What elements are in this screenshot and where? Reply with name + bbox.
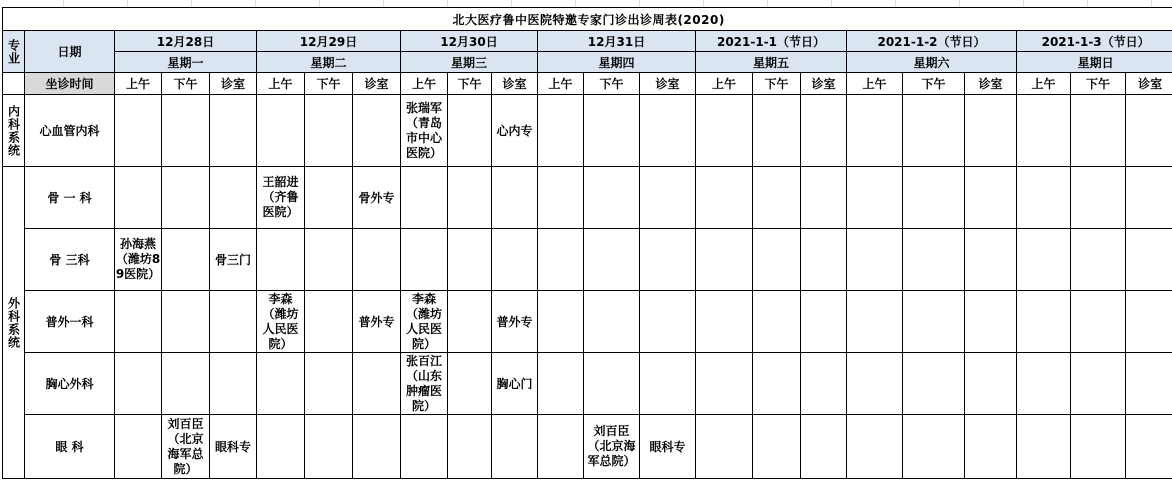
- day-date-6: 2021-1-2（节日）: [847, 31, 1017, 52]
- doctor-cell: [305, 353, 353, 415]
- room-cell: 胸心门: [492, 353, 538, 415]
- slot-am-5: 上午: [696, 73, 753, 95]
- doctor-cell: [1071, 229, 1126, 291]
- doctor-cell: [584, 167, 640, 229]
- doctor-cell: [115, 353, 162, 415]
- doctor-cell: [1017, 415, 1071, 479]
- doctor-cell: [162, 95, 210, 167]
- doctor-cell: [584, 95, 640, 167]
- day-date-1: 12月28日: [115, 31, 257, 52]
- doctor-cell: [448, 229, 492, 291]
- doctor-cell: [257, 415, 305, 479]
- doctor-cell: [115, 415, 162, 479]
- doctor-cell: [753, 415, 801, 479]
- doctor-cell: 李森（潍坊人民医院）: [401, 291, 448, 353]
- doctor-cell: [1017, 95, 1071, 167]
- doctor-cell: [584, 291, 640, 353]
- doctor-cell: [401, 167, 448, 229]
- date-label-header: 日期: [25, 31, 115, 73]
- day-date-2: 12月29日: [257, 31, 401, 52]
- doctor-cell: [696, 229, 753, 291]
- dept-name: 普外一科: [25, 291, 115, 353]
- table-row: [3, 229, 1172, 291]
- room-cell: [965, 291, 1017, 353]
- room-cell: [640, 167, 696, 229]
- slot-room-7: 诊室: [1126, 73, 1172, 95]
- day-weekday-1: 星期一: [115, 52, 257, 73]
- doctor-cell: [305, 167, 353, 229]
- day-date-5: 2021-1-1（节日）: [696, 31, 847, 52]
- doctor-cell: [1017, 229, 1071, 291]
- doctor-cell: [903, 167, 965, 229]
- doctor-cell: [1017, 291, 1071, 353]
- doctor-cell: [401, 229, 448, 291]
- day-weekday-3: 星期三: [401, 52, 538, 73]
- room-cell: [353, 353, 401, 415]
- doctor-cell: [753, 291, 801, 353]
- slot-pm-3: 下午: [448, 73, 492, 95]
- doctor-cell: [584, 229, 640, 291]
- doctor-cell: [448, 291, 492, 353]
- table-row: [3, 95, 1172, 167]
- major-blank: [3, 73, 25, 95]
- doctor-cell: [696, 291, 753, 353]
- table-title: 北大医疗鲁中医院特邀专家门诊出诊周表(2020): [3, 8, 1172, 31]
- room-cell: [965, 353, 1017, 415]
- room-cell: [801, 415, 847, 479]
- room-cell: [1126, 291, 1172, 353]
- doctor-cell: [753, 167, 801, 229]
- doctor-cell: [1071, 95, 1126, 167]
- doctor-cell: [115, 291, 162, 353]
- room-cell: [640, 95, 696, 167]
- doctor-cell: 孙海燕（潍坊89医院）: [115, 229, 162, 291]
- doctor-cell: [538, 291, 584, 353]
- room-cell: [210, 95, 257, 167]
- room-cell: [492, 415, 538, 479]
- room-cell: [210, 353, 257, 415]
- doctor-cell: [753, 353, 801, 415]
- room-cell: [965, 229, 1017, 291]
- day-weekday-6: 星期六: [847, 52, 1017, 73]
- room-cell: 普外专: [492, 291, 538, 353]
- slot-am-7: 上午: [1017, 73, 1071, 95]
- room-cell: [801, 353, 847, 415]
- doctor-cell: [847, 353, 903, 415]
- doctor-cell: [257, 353, 305, 415]
- doctor-cell: [305, 229, 353, 291]
- dept-name: 骨 三科: [25, 229, 115, 291]
- time-header-row: [3, 73, 1172, 95]
- room-cell: [1126, 167, 1172, 229]
- room-cell: 骨外专: [353, 167, 401, 229]
- doctor-cell: [847, 95, 903, 167]
- doctor-cell: [847, 229, 903, 291]
- dept-name: 胸心外科: [25, 353, 115, 415]
- day-weekday-5: 星期五: [696, 52, 847, 73]
- room-cell: [353, 415, 401, 479]
- doctor-cell: [257, 95, 305, 167]
- doctor-cell: [1071, 353, 1126, 415]
- room-cell: [801, 229, 847, 291]
- room-cell: [640, 353, 696, 415]
- doctor-cell: [903, 353, 965, 415]
- doctor-cell: [538, 95, 584, 167]
- room-cell: [965, 167, 1017, 229]
- doctor-cell: [538, 167, 584, 229]
- slot-room-4: 诊室: [640, 73, 696, 95]
- doctor-cell: [903, 229, 965, 291]
- slot-am-4: 上午: [538, 73, 584, 95]
- doctor-cell: [847, 415, 903, 479]
- dept-name: 心血管内科: [25, 95, 115, 167]
- table-row: [3, 291, 1172, 353]
- slot-pm-6: 下午: [903, 73, 965, 95]
- doctor-cell: [115, 167, 162, 229]
- slot-am-1: 上午: [115, 73, 162, 95]
- doctor-cell: [1017, 167, 1071, 229]
- doctor-cell: [903, 415, 965, 479]
- doctor-cell: [696, 95, 753, 167]
- doctor-cell: [538, 229, 584, 291]
- doctor-cell: [448, 95, 492, 167]
- room-cell: [210, 291, 257, 353]
- room-cell: [965, 95, 1017, 167]
- doctor-cell: [448, 353, 492, 415]
- room-cell: [640, 229, 696, 291]
- doctor-cell: [162, 291, 210, 353]
- doctor-cell: [847, 167, 903, 229]
- slot-pm-1: 下午: [162, 73, 210, 95]
- room-cell: [1126, 229, 1172, 291]
- doctor-cell: [162, 353, 210, 415]
- slot-room-1: 诊室: [210, 73, 257, 95]
- dept-name: 眼 科: [25, 415, 115, 479]
- doctor-cell: 张瑞军（青岛市中心医院）: [401, 95, 448, 167]
- time-label-header: 坐诊时间: [25, 73, 115, 95]
- doctor-cell: [115, 95, 162, 167]
- room-cell: [353, 229, 401, 291]
- doctor-cell: [847, 291, 903, 353]
- doctor-cell: 刘百臣（北京海军总院）: [162, 415, 210, 479]
- slot-room-6: 诊室: [965, 73, 1017, 95]
- room-cell: 眼科专: [210, 415, 257, 479]
- slot-am-6: 上午: [847, 73, 903, 95]
- slot-pm-5: 下午: [753, 73, 801, 95]
- day-weekday-4: 星期四: [538, 52, 696, 73]
- slot-am-3: 上午: [401, 73, 448, 95]
- room-cell: [210, 167, 257, 229]
- room-cell: [353, 95, 401, 167]
- doctor-cell: [1071, 167, 1126, 229]
- doctor-cell: [448, 167, 492, 229]
- dept-name: 骨 一 科: [25, 167, 115, 229]
- day-weekday-7: 星期日: [1017, 52, 1172, 73]
- doctor-cell: [538, 353, 584, 415]
- slot-room-3: 诊室: [492, 73, 538, 95]
- room-cell: 骨三门: [210, 229, 257, 291]
- day-weekday-2: 星期二: [257, 52, 401, 73]
- doctor-cell: [305, 291, 353, 353]
- room-cell: [492, 229, 538, 291]
- doctor-cell: [753, 95, 801, 167]
- doctor-cell: [903, 291, 965, 353]
- table-row: [3, 415, 1172, 479]
- room-cell: [1126, 95, 1172, 167]
- doctor-cell: 李森（潍坊人民医院）: [257, 291, 305, 353]
- room-cell: [1126, 353, 1172, 415]
- room-cell: 眼科专: [640, 415, 696, 479]
- slot-room-5: 诊室: [801, 73, 847, 95]
- day-date-7: 2021-1-3（节日）: [1017, 31, 1172, 52]
- room-cell: [640, 291, 696, 353]
- title-row: [3, 8, 1172, 31]
- doctor-cell: 王韶进（齐鲁医院）: [257, 167, 305, 229]
- room-cell: [1126, 415, 1172, 479]
- day-date-3: 12月30日: [401, 31, 538, 52]
- doctor-cell: [305, 95, 353, 167]
- major-header: 专业: [3, 31, 25, 73]
- doctor-cell: [401, 415, 448, 479]
- doctor-cell: [753, 229, 801, 291]
- doctor-cell: [538, 415, 584, 479]
- doctor-cell: [1071, 291, 1126, 353]
- day-date-4: 12月31日: [538, 31, 696, 52]
- doctor-cell: 张百江（山东肿瘤医院）: [401, 353, 448, 415]
- weekday-header-row: [3, 52, 1172, 73]
- doctor-cell: [162, 229, 210, 291]
- schedule-table: [2, 7, 1172, 479]
- date-header-row: [3, 31, 1172, 52]
- doctor-cell: [696, 167, 753, 229]
- slot-room-2: 诊室: [353, 73, 401, 95]
- slot-pm-4: 下午: [584, 73, 640, 95]
- table-row: [3, 167, 1172, 229]
- doctor-cell: [257, 229, 305, 291]
- doctor-cell: [1071, 415, 1126, 479]
- room-cell: [801, 95, 847, 167]
- doctor-cell: 刘百臣（北京海军总院）: [584, 415, 640, 479]
- room-cell: [965, 415, 1017, 479]
- slot-am-2: 上午: [257, 73, 305, 95]
- doctor-cell: [448, 415, 492, 479]
- room-cell: 普外专: [353, 291, 401, 353]
- doctor-cell: [696, 415, 753, 479]
- doctor-cell: [696, 353, 753, 415]
- room-cell: [801, 291, 847, 353]
- table-row: [3, 353, 1172, 415]
- doctor-cell: [1017, 353, 1071, 415]
- doctor-cell: [305, 415, 353, 479]
- room-cell: [492, 167, 538, 229]
- category-internal: 内科系统: [3, 95, 25, 167]
- room-cell: 心内专: [492, 95, 538, 167]
- room-cell: [801, 167, 847, 229]
- doctor-cell: [584, 353, 640, 415]
- slot-pm-2: 下午: [305, 73, 353, 95]
- category-surgical: 外科系统: [3, 167, 25, 479]
- slot-pm-7: 下午: [1071, 73, 1126, 95]
- doctor-cell: [162, 167, 210, 229]
- doctor-cell: [903, 95, 965, 167]
